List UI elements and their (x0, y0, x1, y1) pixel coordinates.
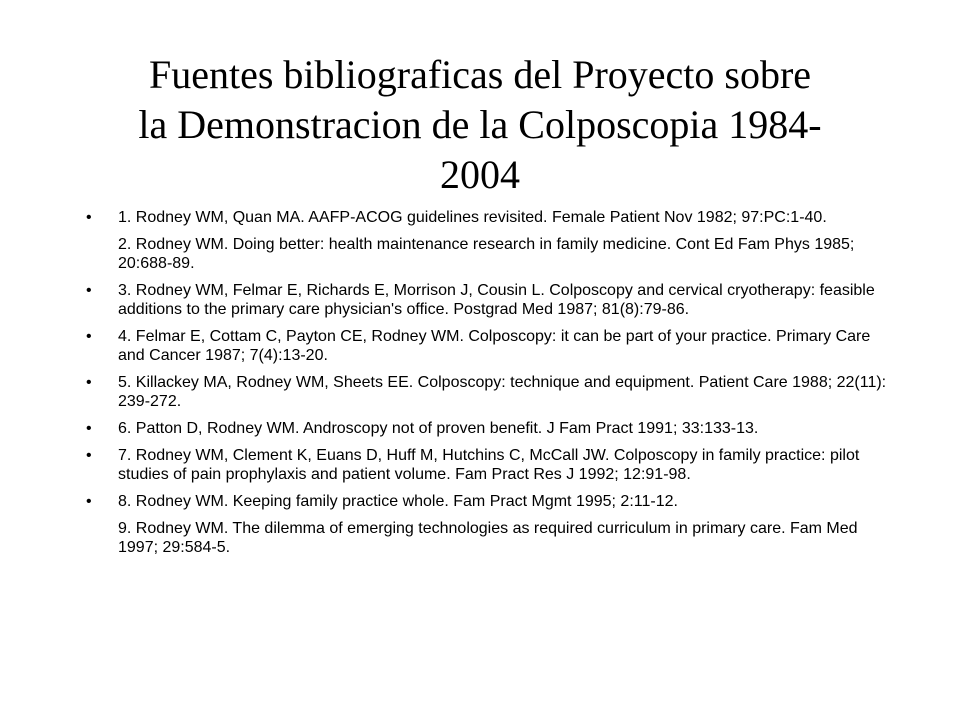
reference-list (80, 208, 890, 565)
reference-item (80, 235, 890, 273)
reference-text: 7. Rodney WM, Clement K, Euans D, Huff M, Hutchins C, McCall JW. Colposcopy in family practice: pilot studies of pain prophylaxis and patient volume. Fam Pract Res J 1992; 12:91-98. (118, 447, 860, 483)
reference-text: 5. Killackey MA, Rodney WM, Sheets EE. Colposcopy: technique and equipment. Patient Care 1988; 22(11): 239-272. (118, 374, 887, 410)
title-line-2: la Demonstracion de la Colposcopia 1984- (138, 102, 822, 147)
reference-text: 3. Rodney WM, Felmar E, Richards E, Morrison J, Cousin L. Colposcopy and cervical cryotherapy: feasible additions to the primary care physician's office. Postgrad Med 1987; 81(8):79-86. (118, 282, 875, 318)
bullet-icon: • (86, 447, 92, 464)
reference-item (80, 327, 890, 365)
reference-item (80, 446, 890, 484)
bullet-icon: • (86, 209, 92, 226)
title-line-1: Fuentes bibliograficas del Proyecto sobre (148, 52, 812, 97)
bullet-icon: • (86, 420, 92, 437)
bullet-icon: • (86, 328, 92, 345)
reference-text: 1. Rodney WM, Quan MA. AAFP-ACOG guidelines revisited. Female Patient Nov 1982; 97:PC:1-40. (118, 209, 827, 226)
reference-item (80, 519, 890, 557)
reference-text: 2. Rodney WM. Doing better: health maintenance research in family medicine. Cont Ed Fam Phys 1985; 20:688-89. (118, 236, 855, 272)
slide-title (90, 50, 870, 200)
reference-text: 6. Patton D, Rodney WM. Androscopy not of proven benefit. J Fam Pract 1991; 33:133-13. (118, 420, 759, 437)
reference-text: 9. Rodney WM. The dilemma of emerging technologies as required curriculum in primary care. Fam Med 1997; 29:584-5. (118, 520, 858, 556)
reference-text: 4. Felmar E, Cottam C, Payton CE, Rodney WM. Colposcopy: it can be part of your practice. Primary Care and Cancer 1987; 7(4):13-20. (118, 328, 871, 364)
reference-text: 8. Rodney WM. Keeping family practice whole. Fam Pract Mgmt 1995; 2:11-12. (118, 493, 678, 510)
bullet-icon: • (86, 282, 92, 299)
bullet-icon: • (86, 493, 92, 510)
reference-item (80, 281, 890, 319)
title-line-3: 2004 (440, 152, 520, 197)
bullet-icon: • (86, 374, 92, 391)
reference-item (80, 492, 890, 511)
reference-item (80, 373, 890, 411)
reference-item (80, 419, 890, 438)
reference-item (80, 208, 890, 227)
